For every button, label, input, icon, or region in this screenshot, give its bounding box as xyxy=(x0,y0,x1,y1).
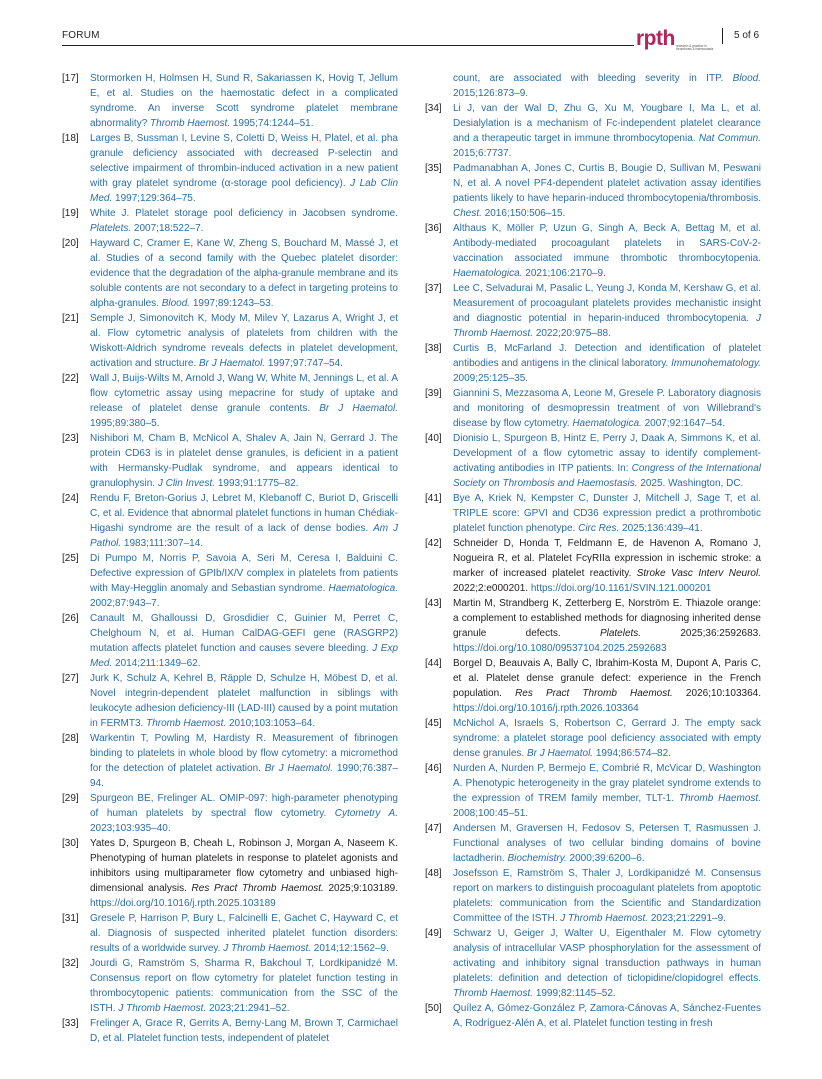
reference-item xyxy=(62,431,398,491)
reference-journal: Res Pract Thromb Haemost. xyxy=(191,883,324,894)
page-number: 5 of 6 xyxy=(734,30,760,41)
reference-citation: 2022;2:e000201. xyxy=(453,583,529,594)
section-label: FORUM xyxy=(62,30,100,41)
reference-link[interactable] xyxy=(453,928,761,999)
reference-citation: 2015;126:873–9. xyxy=(453,88,529,99)
reference-link[interactable] xyxy=(90,238,398,309)
reference-item xyxy=(62,611,398,671)
reference-citation: 2014;12:1562–9. xyxy=(313,943,389,954)
reference-number: [24] xyxy=(62,493,79,504)
reference-link[interactable] xyxy=(453,343,761,384)
reference-journal: J Thromb Haemost. xyxy=(560,913,649,924)
reference-item xyxy=(62,311,398,371)
reference-link[interactable] xyxy=(90,793,398,834)
reference-journal: Blood. xyxy=(161,298,191,309)
reference-journal: Immunohematology. xyxy=(671,358,762,369)
reference-journal: Haematologica. xyxy=(328,583,399,594)
reference-item xyxy=(425,431,761,491)
reference-journal: J Exp Med. xyxy=(90,643,399,669)
reference-text: Quílez A, Gómez-González P, Zamora-Cánovas A, Sánchez-Fuentes A, Rodríguez-Alén A, et al. Platelet function testing in fresh xyxy=(453,1003,761,1029)
reference-text: Jourdi G, Ramström S, Sharma R, Bakchoul T, Lordkipanidzé M. Consensus report on flow cytometry for platelet function testing in thrombocytopenic patients: communication from the SSC of the ISTH. xyxy=(90,958,398,1014)
reference-link[interactable] xyxy=(453,103,761,159)
doi-link[interactable]: https://doi.org/10.1080/09537104.2025.2592683 xyxy=(453,643,667,654)
reference-number: [23] xyxy=(62,433,79,444)
reference-citation: 1997;97:747–54. xyxy=(267,358,343,369)
reference-text: Li J, van der Wal D, Zhu G, Xu M, Yougbare I, Ma L, et al. Desialylation is a mechanism of Fc-independent platelet clearance and a therapeutic target in immune thrombocytopenia. xyxy=(453,103,761,144)
reference-item xyxy=(62,206,398,236)
reference-link[interactable] xyxy=(453,283,761,339)
reference-journal: Cytometry A. xyxy=(334,808,398,819)
reference-item xyxy=(62,1016,398,1046)
reference-number: [46] xyxy=(425,763,442,774)
reference-citation: 2022;20:975–88. xyxy=(535,328,611,339)
reference-item xyxy=(425,716,761,761)
reference-text: Curtis B, McFarland J. Detection and identification of platelet antibodies and antigens in the clinical laboratory. xyxy=(453,343,761,369)
reference-number: [38] xyxy=(425,343,442,354)
reference-link[interactable] xyxy=(453,433,761,489)
reference-citation: 1993;91:1775–82. xyxy=(217,478,299,489)
reference-link[interactable] xyxy=(453,868,761,924)
reference-citation: 2025. Washington, DC. xyxy=(640,478,744,489)
reference-text: Lee C, Selvadurai M, Pasalic L, Yeung J, Konda M, Kershaw G, et al. Measurement of procoagulant platelets provides mechanistic insight and diagnostic potential in heparin-induced thrombocytopenia. xyxy=(453,283,761,324)
reference-journal: J Clin Invest. xyxy=(157,478,216,489)
reference-link[interactable] xyxy=(453,388,761,429)
reference-number: [22] xyxy=(62,373,79,384)
reference-journal: Chest. xyxy=(453,208,482,219)
reference-text: Jurk K, Schulz A, Kehrel B, Räpple D, Schulze H, Möbest D, et al. Novel integrin-dependent platelet malfunction in siblings with leukocyte adhesion deficiency-III (LAD-III) caused by a point mutation in FERMT3. xyxy=(90,673,398,729)
reference-number: [31] xyxy=(62,913,79,924)
reference-journal: Circ Res. xyxy=(578,523,620,534)
reference-text: Rendu F, Breton-Gorius J, Lebret M, Klebanoff C, Buriot D, Griscelli C, et al. Evidence that abnormal platelet functions in human Chédiak-Higashi syndrome are the result of a lack of dense bodies. xyxy=(90,493,398,534)
reference-citation: 1995;89:380–5. xyxy=(90,418,160,429)
reference-number: [45] xyxy=(425,718,442,729)
reference-citation: 2026;10:103364. xyxy=(685,688,761,699)
reference-journal: Br J Haematol. xyxy=(264,763,333,774)
reference-citation: 2009;25:125–35. xyxy=(453,373,529,384)
reference-text: Wall J, Buijs-Wilts M, Arnold J, Wang W, White M, Jennings L, et al. A flow cytometric assay using mepacrine for study of uptake and release of platelet dense granule contents. xyxy=(90,373,398,414)
reference-text: Gresele P, Harrison P, Bury L, Falcinelli E, Gachet C, Hayward C, et al. Diagnosis of suspected inherited platelet function disorders: results of a worldwide survey. xyxy=(90,913,398,954)
reference-journal: Thromb Haemost. xyxy=(150,118,231,129)
reference-journal: Blood. xyxy=(732,73,762,84)
doi-link[interactable]: https://doi.org/10.1016/j.rpth.2026.103364 xyxy=(453,703,639,714)
reference-link[interactable] xyxy=(90,493,398,549)
reference-number: [48] xyxy=(425,868,442,879)
reference-citation: 2010;103:1053–64. xyxy=(228,718,316,729)
reference-item xyxy=(62,836,398,911)
doi-link[interactable]: https://doi.org/10.1016/j.rpth.2025.103189 xyxy=(90,898,276,909)
reference-journal: Haematologica. xyxy=(572,418,642,429)
reference-citation: 1999;82:1145–52. xyxy=(535,988,616,999)
reference-link[interactable] xyxy=(453,493,761,534)
reference-text: Giannini S, Mezzasoma A, Leone M, Gresele P. Laboratory diagnosis and monitoring of desmopressin treatment of von Willebrand's disease by flow cytometry. xyxy=(453,388,761,429)
reference-journal: Br J Haematol. xyxy=(526,748,594,759)
reference-link[interactable] xyxy=(90,553,398,609)
reference-number: [43] xyxy=(425,598,442,609)
reference-text: Warkentin T, Powling M, Hardisty R. Measurement of fibrinogen binding to platelets in whole blood by flow cytometry: a micromethod for the detection of platelet activation. xyxy=(90,733,398,774)
reference-text: Schneider D, Honda T, Feldmann E, de Havenon A, Romano J, Nogueira R, et al. Platelet FcγRIIa expression in ischemic stroke: a marker of increased platelet reactivity. xyxy=(453,538,761,579)
reference-link[interactable] xyxy=(90,208,398,234)
reference-text: Semple J, Simonovitch K, Mody M, Milev Y, Lazarus A, Wright J, et al. Flow cytometric analysis of platelets from children with the Wiskott-Aldrich syndrome reveals defects in platelet development, activation and structure. xyxy=(90,313,398,369)
reference-item xyxy=(425,1001,761,1031)
reference-text: Hayward C, Cramer E, Kane W, Zheng S, Bouchard M, Massé J, et al. Studies of a second family with the Quebec platelet disorder: evidence that the degradation of the alpha-granule membrane and its soluble contents are not secondary to a defect in targeting proteins to alpha-granules. xyxy=(90,238,398,309)
reference-number: [50] xyxy=(425,1003,442,1014)
reference-citation: 1995;74:1244–51. xyxy=(232,118,314,129)
reference-journal: J Thromb Haemost. xyxy=(118,1003,207,1014)
reference-journal: Br J Haematol. xyxy=(198,358,266,369)
reference-citation: 1997;89:1243–53. xyxy=(192,298,274,309)
reference-number: [25] xyxy=(62,553,79,564)
reference-citation: 1983;111:307–14. xyxy=(123,538,204,549)
reference-text: Frelinger A, Grace R, Gerrits A, Berny-Lang M, Brown T, Carmichael D, et al. Platelet function tests, independent of platelet xyxy=(90,1018,398,1044)
reference-text: McNichol A, Israels S, Robertson C, Gerrard J. The empty sack syndrome: a platelet storage pool deficiency associated with empty dense granules. xyxy=(453,718,761,759)
reference-link[interactable] xyxy=(90,133,398,204)
reference-citation: 2023;21:2941–52. xyxy=(208,1003,290,1014)
reference-link[interactable] xyxy=(90,313,398,369)
reference-item xyxy=(62,491,398,551)
reference-citation: 2000;39:6200–6. xyxy=(569,853,645,864)
reference-item xyxy=(425,866,761,926)
reference-journal: Thromb Haemost. xyxy=(678,793,761,804)
reference-text: Padmanabhan A, Jones C, Curtis B, Bougie D, Sullivan M, Peswani N, et al. A novel PF4-dependent platelet activation assay identifies patients likely to have heparin-induced thrombocytopenia/thrombosis. xyxy=(453,163,761,204)
reference-citation: 2016;150:506–15. xyxy=(484,208,566,219)
reference-journal: Br J Haematol. xyxy=(319,403,398,414)
reference-citation: 2015;6:7737. xyxy=(453,148,512,159)
logo-tagline: research & practice in thrombosis & haemostasis xyxy=(676,44,714,52)
reference-journal: Haematologica. xyxy=(453,268,523,279)
reference-link[interactable] xyxy=(90,673,398,729)
reference-item xyxy=(62,551,398,611)
reference-item xyxy=(425,761,761,821)
reference-link[interactable] xyxy=(90,73,398,129)
page-header xyxy=(62,28,760,50)
reference-item xyxy=(425,341,761,386)
reference-link[interactable] xyxy=(453,718,761,759)
reference-item xyxy=(425,821,761,866)
reference-item xyxy=(425,596,761,656)
references-right-column xyxy=(425,71,761,1031)
reference-number: [18] xyxy=(62,133,79,144)
reference-citation: 2025;9:103189. xyxy=(328,883,398,894)
reference-journal: J Thromb Haemost. xyxy=(453,313,761,339)
reference-item xyxy=(425,386,761,431)
reference-text: Nishibori M, Cham B, McNicol A, Shalev A, Jain N, Gerrard J. The protein CD63 is in platelet dense granules, is deficient in a patient with Hermansky-Pudlak syndrome, and appears identical to granulophysin. xyxy=(90,433,398,489)
reference-journal: Thromb Haemost. xyxy=(453,988,534,999)
reference-text: Bye A, Kriek N, Kempster C, Dunster J, Mitchell J, Sage T, et al. TRIPLE score: GPVI and CD36 expression predict a prothrombotic platelet function phenotype. xyxy=(453,493,761,534)
reference-number: [34] xyxy=(425,103,442,114)
reference-journal: Thromb Haemost. xyxy=(146,718,227,729)
reference-link[interactable] xyxy=(90,433,398,489)
reference-link xyxy=(453,598,761,639)
reference-citation: 2002;87:943–7. xyxy=(90,598,160,609)
reference-text: Yates D, Spurgeon B, Cheah L, Robinson J, Morgan A, Naseem K. Phenotyping of human platelets in response to platelet agonists and inhibitors using multiparameter flow cytometry and unbiased high-dimensional analysis. xyxy=(90,838,398,894)
reference-item xyxy=(62,956,398,1016)
reference-journal: J Lab Clin Med. xyxy=(90,178,399,204)
reference-number: [27] xyxy=(62,673,79,684)
reference-link[interactable] xyxy=(453,1003,761,1029)
reference-text: Schwarz U, Geiger J, Walter U, Eigenthaler M. Flow cytometry analysis of intracellular VASP phosphorylation for the assessment of activating and inhibitory signal transduction pathways in human platelets: definition and detection of ticlopidine/clopidogrel effects. xyxy=(453,928,761,984)
reference-citation: 2007;92:1647–54. xyxy=(644,418,726,429)
reference-text: White J. Platelet storage pool deficiency in Jacobsen syndrome. xyxy=(90,208,398,219)
reference-text: Larges B, Sussman I, Levine S, Coletti D, Weiss H, Platel, et al. pha granule deficiency associated with decreased P-selectin and selective impairment of thrombin-induced activation in a new patient with gray platelet syndrome (α-storage pool deficiency). xyxy=(90,133,398,189)
reference-citation: 2021;106:2170–9. xyxy=(525,268,606,279)
reference-text: Stormorken H, Holmsen H, Sund R, Sakariassen K, Hovig T, Jellum E, et al. Studies on the haemostatic defect in a complicated syndrome. An inverse Scott syndrome platelet membrane abnormality? xyxy=(90,73,398,129)
reference-number: [36] xyxy=(425,223,442,234)
reference-item xyxy=(62,236,398,311)
reference-item xyxy=(62,911,398,956)
reference-link[interactable] xyxy=(90,958,398,1014)
reference-link[interactable] xyxy=(453,73,761,99)
reference-link[interactable] xyxy=(90,913,398,954)
reference-text: Borgel D, Beauvais A, Bally C, Ibrahim-Kosta M, Dupont A, Paris C, et al. Platelet dense granule defect: experience in the French population. xyxy=(453,658,761,699)
reference-citation: 2025;136:439–41. xyxy=(622,523,703,534)
reference-text: Martin M, Strandberg K, Zetterberg E, Norström E. Thiazole orange: a complement to established methods for diagnosing inherited dense granule defects. xyxy=(453,598,761,639)
reference-journal: Platelets. xyxy=(599,628,642,639)
reference-item xyxy=(62,71,398,131)
reference-item xyxy=(425,101,761,161)
reference-number: [42] xyxy=(425,538,442,549)
reference-journal: J Thromb Haemost. xyxy=(223,943,312,954)
reference-item xyxy=(425,71,761,101)
reference-item xyxy=(425,491,761,536)
reference-item xyxy=(425,926,761,1001)
reference-text: Andersen M, Graversen H, Fedosov S, Petersen T, Rasmussen J. Functional analyses of two cellular binding domains of bovine lactadherin. xyxy=(453,823,761,864)
reference-citation: 2008;100:45–51. xyxy=(453,808,529,819)
reference-number: [40] xyxy=(425,433,442,444)
reference-journal: Nat Commun. xyxy=(698,133,762,144)
reference-link[interactable] xyxy=(90,373,398,429)
reference-number: [37] xyxy=(425,283,442,294)
reference-number: [44] xyxy=(425,658,442,669)
reference-link[interactable] xyxy=(90,1018,398,1044)
reference-text: Nurden A, Nurden P, Bermejo E, Combrié R, McVicar D, Washington A. Phenotypic heterogeneity in the gray platelet syndrome extends to the expression of TREM family member, TLT-1. xyxy=(453,763,761,804)
reference-text: Althaus K, Möller P, Uzun G, Singh A, Beck A, Bettag M, et al. Antibody-mediated procoagulant platelets in SARS-CoV-2-vaccination associated immune thrombotic thrombocytopenia. xyxy=(453,223,761,264)
reference-link xyxy=(453,658,761,699)
reference-number: [47] xyxy=(425,823,442,834)
reference-number: [39] xyxy=(425,388,442,399)
reference-number: [21] xyxy=(62,313,79,324)
reference-journal: Biochemistry. xyxy=(507,853,567,864)
reference-number: [49] xyxy=(425,928,442,939)
reference-item xyxy=(425,221,761,281)
rpth-logo xyxy=(636,28,718,52)
reference-text: Spurgeon BE, Frelinger AL. OMIP-097: high-parameter phenotyping of human platelets by spectral flow cytometry. xyxy=(90,793,398,819)
reference-text: Josefsson E, Ramström S, Thaler J, Lordkipanidzé M. Consensus report on markers to distinguish procoagulant platelets from apoptotic platelets: communication from the Scientific and Standardization Committee of the ISTH. xyxy=(453,868,761,924)
reference-citation: 2007;18:522–7. xyxy=(133,223,204,234)
reference-text: Dionisio L, Spurgeon B, Hintz E, Perry J, Daak A, Simmons K, et al. Development of a flow cytometric assay to identify complement-activating antibodies in ITP patients. In: xyxy=(453,433,761,474)
reference-item xyxy=(62,671,398,731)
references-left-column xyxy=(62,71,398,1046)
reference-number: [19] xyxy=(62,208,79,219)
reference-citation: 1997;129:364–75. xyxy=(115,193,196,204)
reference-link[interactable] xyxy=(90,613,398,669)
reference-number: [29] xyxy=(62,793,79,804)
reference-citation: 2023;21:2291–9. xyxy=(650,913,726,924)
reference-journal: Congress of the International Society on Thrombosis and Haemostasis. xyxy=(453,463,762,489)
reference-link[interactable] xyxy=(90,733,398,789)
reference-item xyxy=(62,131,398,206)
reference-citation: 2023;103:935–40. xyxy=(90,823,171,834)
reference-link[interactable] xyxy=(453,223,761,279)
reference-text: Canault M, Ghalloussi D, Grosdidier C, Guinier M, Perret C, Chelghoum N, et al. Human CalDAG-GEFI gene (RASGRP2) mutation affects platelet function and causes severe bleeding. xyxy=(90,613,398,654)
reference-citation: 2014;211:1349–62. xyxy=(115,658,201,669)
reference-number: [17] xyxy=(62,73,79,84)
reference-number: [35] xyxy=(425,163,442,174)
reference-number: [28] xyxy=(62,733,79,744)
logo-wordmark: rpth xyxy=(636,27,675,50)
reference-link[interactable] xyxy=(453,163,761,219)
reference-text: count, are associated with bleeding severity in ITP. xyxy=(453,73,724,84)
reference-citation: 1990;76:387–94. xyxy=(90,763,399,789)
reference-link[interactable] xyxy=(453,763,761,819)
doi-link[interactable]: https://doi.org/10.1161/SVIN.121.000201 xyxy=(530,583,712,594)
reference-text: Di Pumpo M, Norris P, Savoia A, Seri M, Ceresa I, Balduini C. Defective expression of GPIb/IX/V complex in platelets from patients with May-Hegglin anomaly and Sebastian syndrome. xyxy=(90,553,398,594)
reference-number: [32] xyxy=(62,958,79,969)
header-rule xyxy=(62,45,634,46)
reference-journal: Am J Pathol. xyxy=(90,523,398,549)
reference-number: [30] xyxy=(62,838,79,849)
reference-item xyxy=(62,791,398,836)
reference-item xyxy=(425,656,761,716)
reference-number: [20] xyxy=(62,238,79,249)
reference-citation: 2025;36:2592683. xyxy=(680,628,761,639)
reference-journal: Res Pract Thromb Haemost. xyxy=(515,688,673,699)
reference-journal: Stroke Vasc Interv Neurol. xyxy=(636,568,761,579)
reference-item xyxy=(425,536,761,596)
reference-number: [41] xyxy=(425,493,442,504)
page-number-divider xyxy=(722,28,723,44)
reference-number: [33] xyxy=(62,1018,79,1029)
reference-citation: 1994;86:574–82. xyxy=(595,748,671,759)
reference-link xyxy=(90,838,398,894)
reference-journal: Platelets. xyxy=(90,223,132,234)
reference-link[interactable] xyxy=(453,823,761,864)
reference-item xyxy=(425,161,761,221)
reference-item xyxy=(62,371,398,431)
reference-number: [26] xyxy=(62,613,79,624)
reference-item xyxy=(425,281,761,341)
reference-item xyxy=(62,731,398,791)
